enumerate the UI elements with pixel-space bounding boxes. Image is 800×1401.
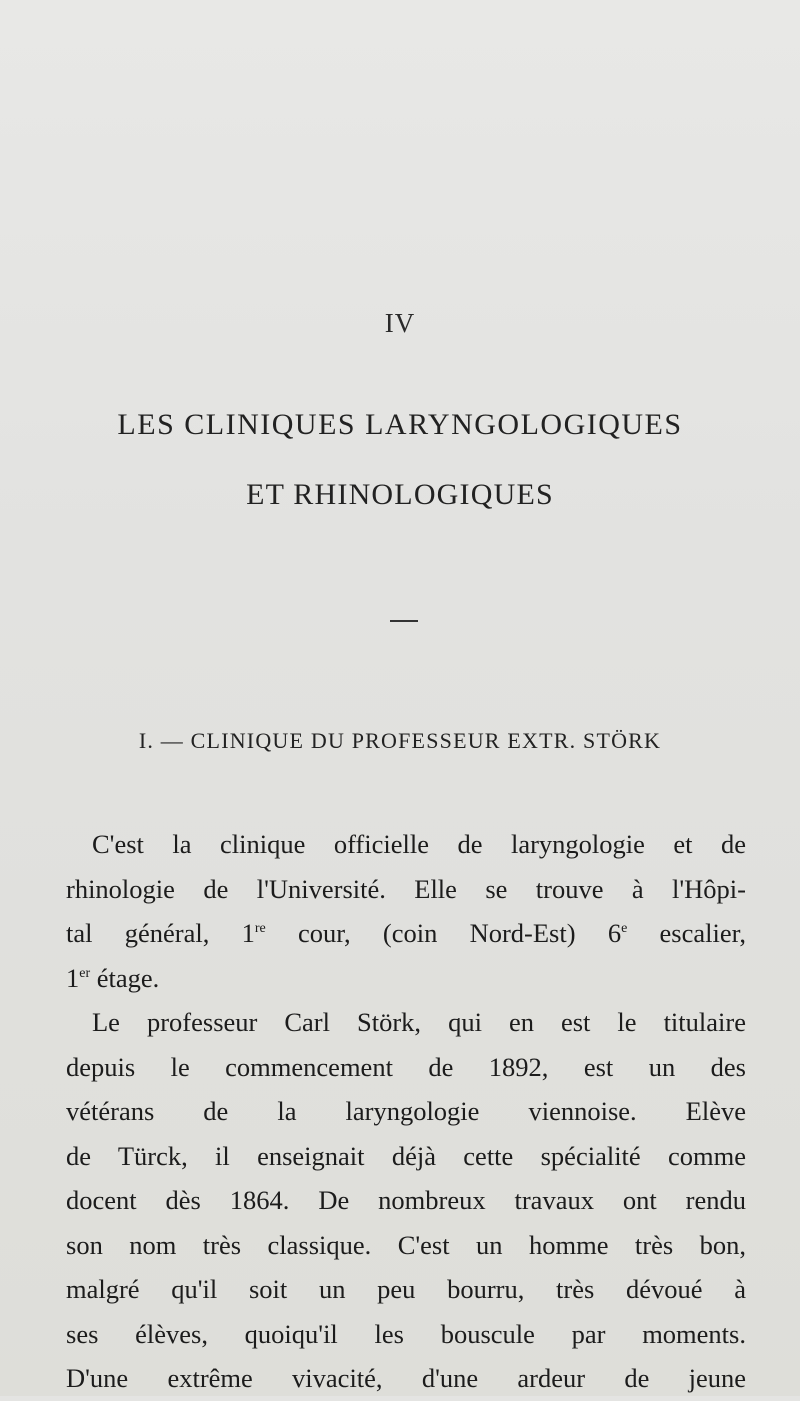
text-line: depuis le commencement de 1892, est un des: [66, 1051, 746, 1082]
text-line: D'une extrême vivacité, d'une ardeur de jeune: [66, 1363, 746, 1393]
text-line: Le professeur Carl Störk, qui en est le titulaire: [92, 1007, 746, 1037]
text-line: vétérans de la laryngologie viennoise. Elève: [66, 1096, 746, 1126]
text-line: ses élèves, quoiqu'il les bouscule par moments.: [66, 1318, 746, 1349]
text-line: tal général, 1re cour, (coin Nord-Est) 6e escalier,: [66, 918, 747, 948]
body-text: [66, 822, 746, 1401]
paragraph-1: [66, 822, 746, 1000]
text-line: de Türck, il enseignait déjà cette spécialité comme: [66, 1140, 746, 1171]
chapter-title-line-2: ET RHINOLOGIQUES: [246, 478, 554, 511]
text-line: C'est la clinique officielle de laryngologie et de: [92, 829, 746, 859]
section-heading: I. — CLINIQUE DU PROFESSEUR EXTR. STÖRK: [138, 728, 662, 753]
paragraph-2: [66, 1000, 746, 1401]
chapter-title-line-1: LES CLINIQUES LARYNGOLOGIQUES: [117, 408, 683, 441]
text-line: rhinologie de l'Université. Elle se trouve à l'Hôpi-: [66, 873, 746, 904]
chapter-separator: [390, 620, 418, 622]
chapter-number: IV: [384, 308, 416, 338]
text-line: 1er étage.: [66, 962, 160, 993]
text-line: docent dès 1864. De nombreux travaux ont rendu: [66, 1185, 746, 1215]
text-line: malgré qu'il soit un peu bourru, très dévoué à: [66, 1274, 746, 1304]
text-line: son nom très classique. C'est un homme très bon,: [66, 1229, 746, 1260]
